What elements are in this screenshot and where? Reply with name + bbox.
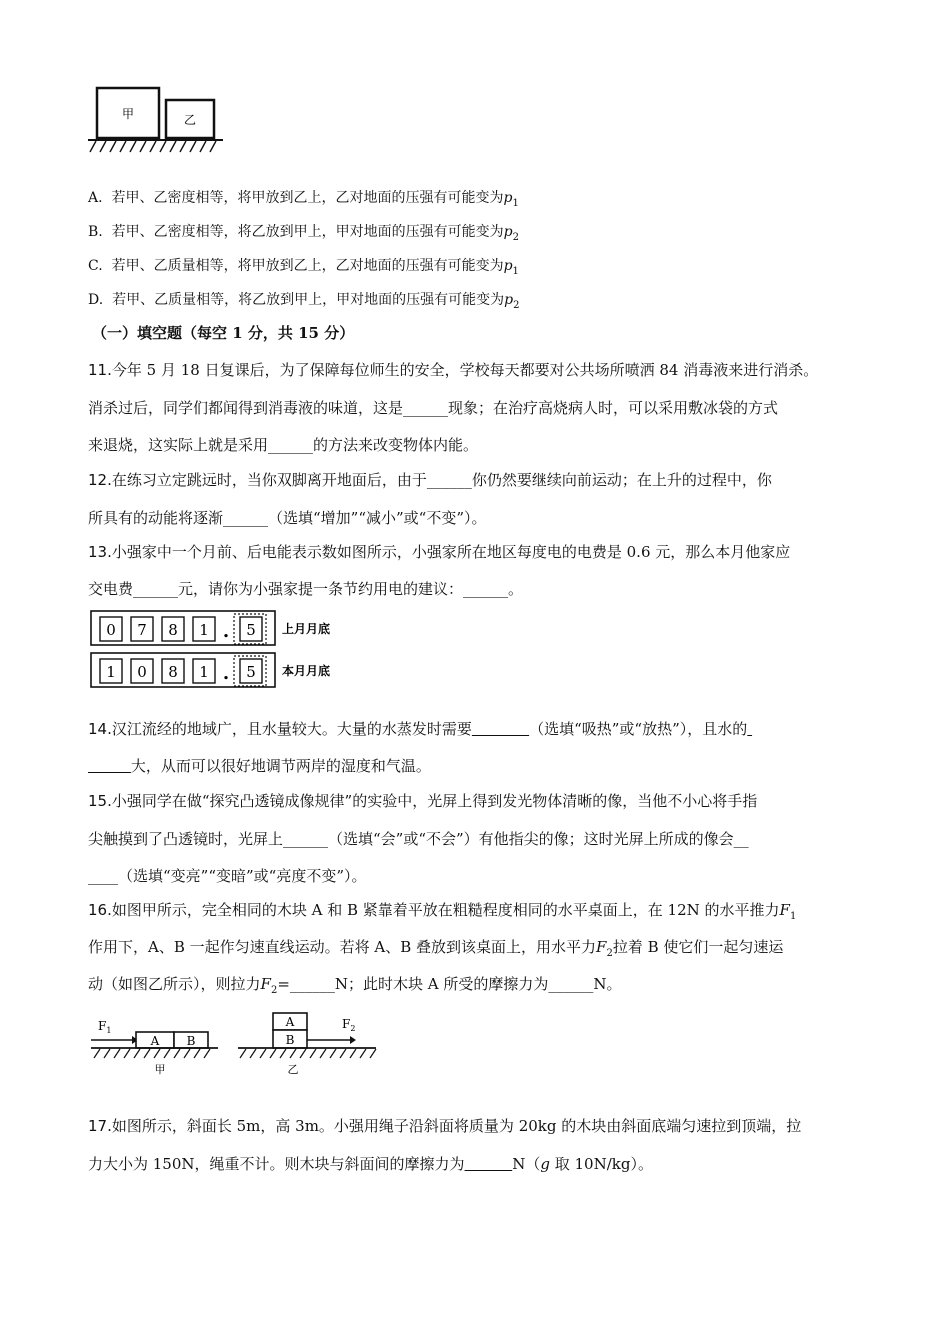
meter-top [91, 611, 330, 645]
q12-line-1: 12.在练习立定跳远时，当你双脚离开地面后，由于______你仍然要继续向前运动；在上升的过程中，你 [88, 471, 772, 489]
q11-line-3: 来退烧，这实际上就是采用______的方法来改变物体内能。 [88, 436, 479, 454]
meter-bottom-digit-5: 5 [246, 663, 256, 681]
f2-label: $F_2$ [342, 1017, 356, 1033]
meter-top-digit-1: 0 [106, 621, 116, 639]
q16-line-2: 作用下，A、B 一起作匀速直线运动。若将 A、B 叠放到该桌面上，用水平力$F_2$拉着 B 使它们一起匀速运 [88, 938, 784, 959]
meter-figure [90, 609, 350, 691]
block-yi-label: 乙 [183, 113, 197, 127]
section-title: （一）填空题（每空 1 分，共 15 分） [92, 324, 355, 342]
option-b: B. 若甲、乙密度相等，将乙放到甲上，甲对地面的压强有可能变为$p_2$ [88, 224, 519, 243]
meter-top-digit-4: 1 [199, 621, 209, 639]
figure-jia-label: 甲 [154, 1063, 166, 1076]
q14-line-2: 大，从而可以很好地调节两岸的湿度和气温。 [130, 757, 431, 775]
meter-bottom-digit-1: 1 [106, 663, 116, 681]
meter-bottom-label: 本月月底 [282, 664, 331, 678]
q16-line-3: 动（如图乙所示），则拉力$F_2=\_\_\_\_\_\_N$；此时木块 A 所受的摩擦力为______N。 [88, 975, 622, 996]
figure-yi [238, 1013, 376, 1076]
meter-top-dot: . [222, 621, 230, 642]
meter-bottom-digit-3: 8 [168, 663, 178, 681]
block-b-jia-label: B [186, 1034, 196, 1048]
option-c: C. 若甲、乙质量相等，将甲放到乙上，乙对地面的压强有可能变为$p_1$ [88, 258, 519, 277]
q11-line-1: 11.今年 5 月 18 日复课后，为了保障每位师生的安全，学校每天都要对公共场所喷洒 84 消毒液来进行消杀。 [88, 361, 819, 379]
ground-hatching [90, 141, 216, 152]
meter-bottom [91, 653, 330, 687]
block-b-yi-label: B [285, 1033, 295, 1047]
q15-line-3: ____（选填“变亮”“变暗”或“亮度不变”）。 [88, 867, 367, 885]
option-d: D. 若甲、乙质量相等，将乙放到甲上，甲对地面的压强有可能变为$p_2$ [88, 292, 520, 311]
q11-line-2: 消杀过后，同学们都闻得到消毒液的味道，这是______现象；在治疗高烧病人时，可以采用敷冰袋的方式 [88, 399, 779, 417]
blocks-figure [88, 84, 223, 156]
q15-line-2: 尖触摸到了凸透镜时，光屏上______（选填“会”或“不会”）有他指尖的像；这时光屏上所成的像会__ [88, 830, 749, 848]
q17-line-2: 力大小为 150N，绳重不计。则木块与斜面间的摩擦力为 N（g 取 10N/kg）。 [88, 1155, 653, 1173]
meter-top-digit-2: 7 [137, 621, 147, 639]
blocks-ab-figure [88, 1011, 380, 1079]
meter-bottom-dot: . [222, 663, 230, 684]
meter-bottom-digit-4: 1 [199, 663, 209, 681]
f1-label: $F_1$ [98, 1019, 112, 1035]
block-jia-label: 甲 [121, 107, 135, 121]
figure-yi-label: 乙 [287, 1063, 299, 1076]
option-a: A. 若甲、乙密度相等，将甲放到乙上，乙对地面的压强有可能变为$p_1$ [88, 190, 519, 209]
block-a-jia-label: A [150, 1034, 160, 1048]
q17-line-1: 17.如图所示，斜面长 5m，高 3m。小强用绳子沿斜面将质量为 20kg 的木块由斜面底端匀速拉到顶端，拉 [88, 1117, 802, 1135]
q14-line-1: 14.汉江流经的地域广，且水量较大。大量的水蒸发时需要 （选填“吸热”或“放热”），且水的 [88, 720, 748, 738]
meter-top-digit-5: 5 [246, 621, 256, 639]
figure-jia [91, 1019, 218, 1076]
q15-line-1: 15.小强同学在做“探究凸透镜成像规律”的实验中，光屏上得到发光物体清晰的像，当他不小心将手指 [88, 792, 758, 810]
q16-line-1: 16.如图甲所示，完全相同的木块 A 和 B 紧靠着平放在粗糙程度相同的水平桌面上，在 12N 的水平推力$F_1$ [88, 901, 797, 922]
q13-line-2: 交电费______元，请你为小强家提一条节约用电的建议：______。 [88, 580, 524, 598]
meter-top-label: 上月月底 [282, 622, 331, 636]
meter-top-digit-3: 8 [168, 621, 178, 639]
meter-bottom-digit-2: 0 [137, 663, 147, 681]
block-a-yi-label: A [285, 1015, 295, 1029]
q13-line-1: 13.小强家中一个月前、后电能表示数如图所示，小强家所在地区每度电的电费是 0.6 元，那么本月他家应 [88, 543, 791, 561]
q12-line-2: 所具有的动能将逐渐______（选填“增加”“减小”或“不变”）。 [88, 509, 487, 527]
